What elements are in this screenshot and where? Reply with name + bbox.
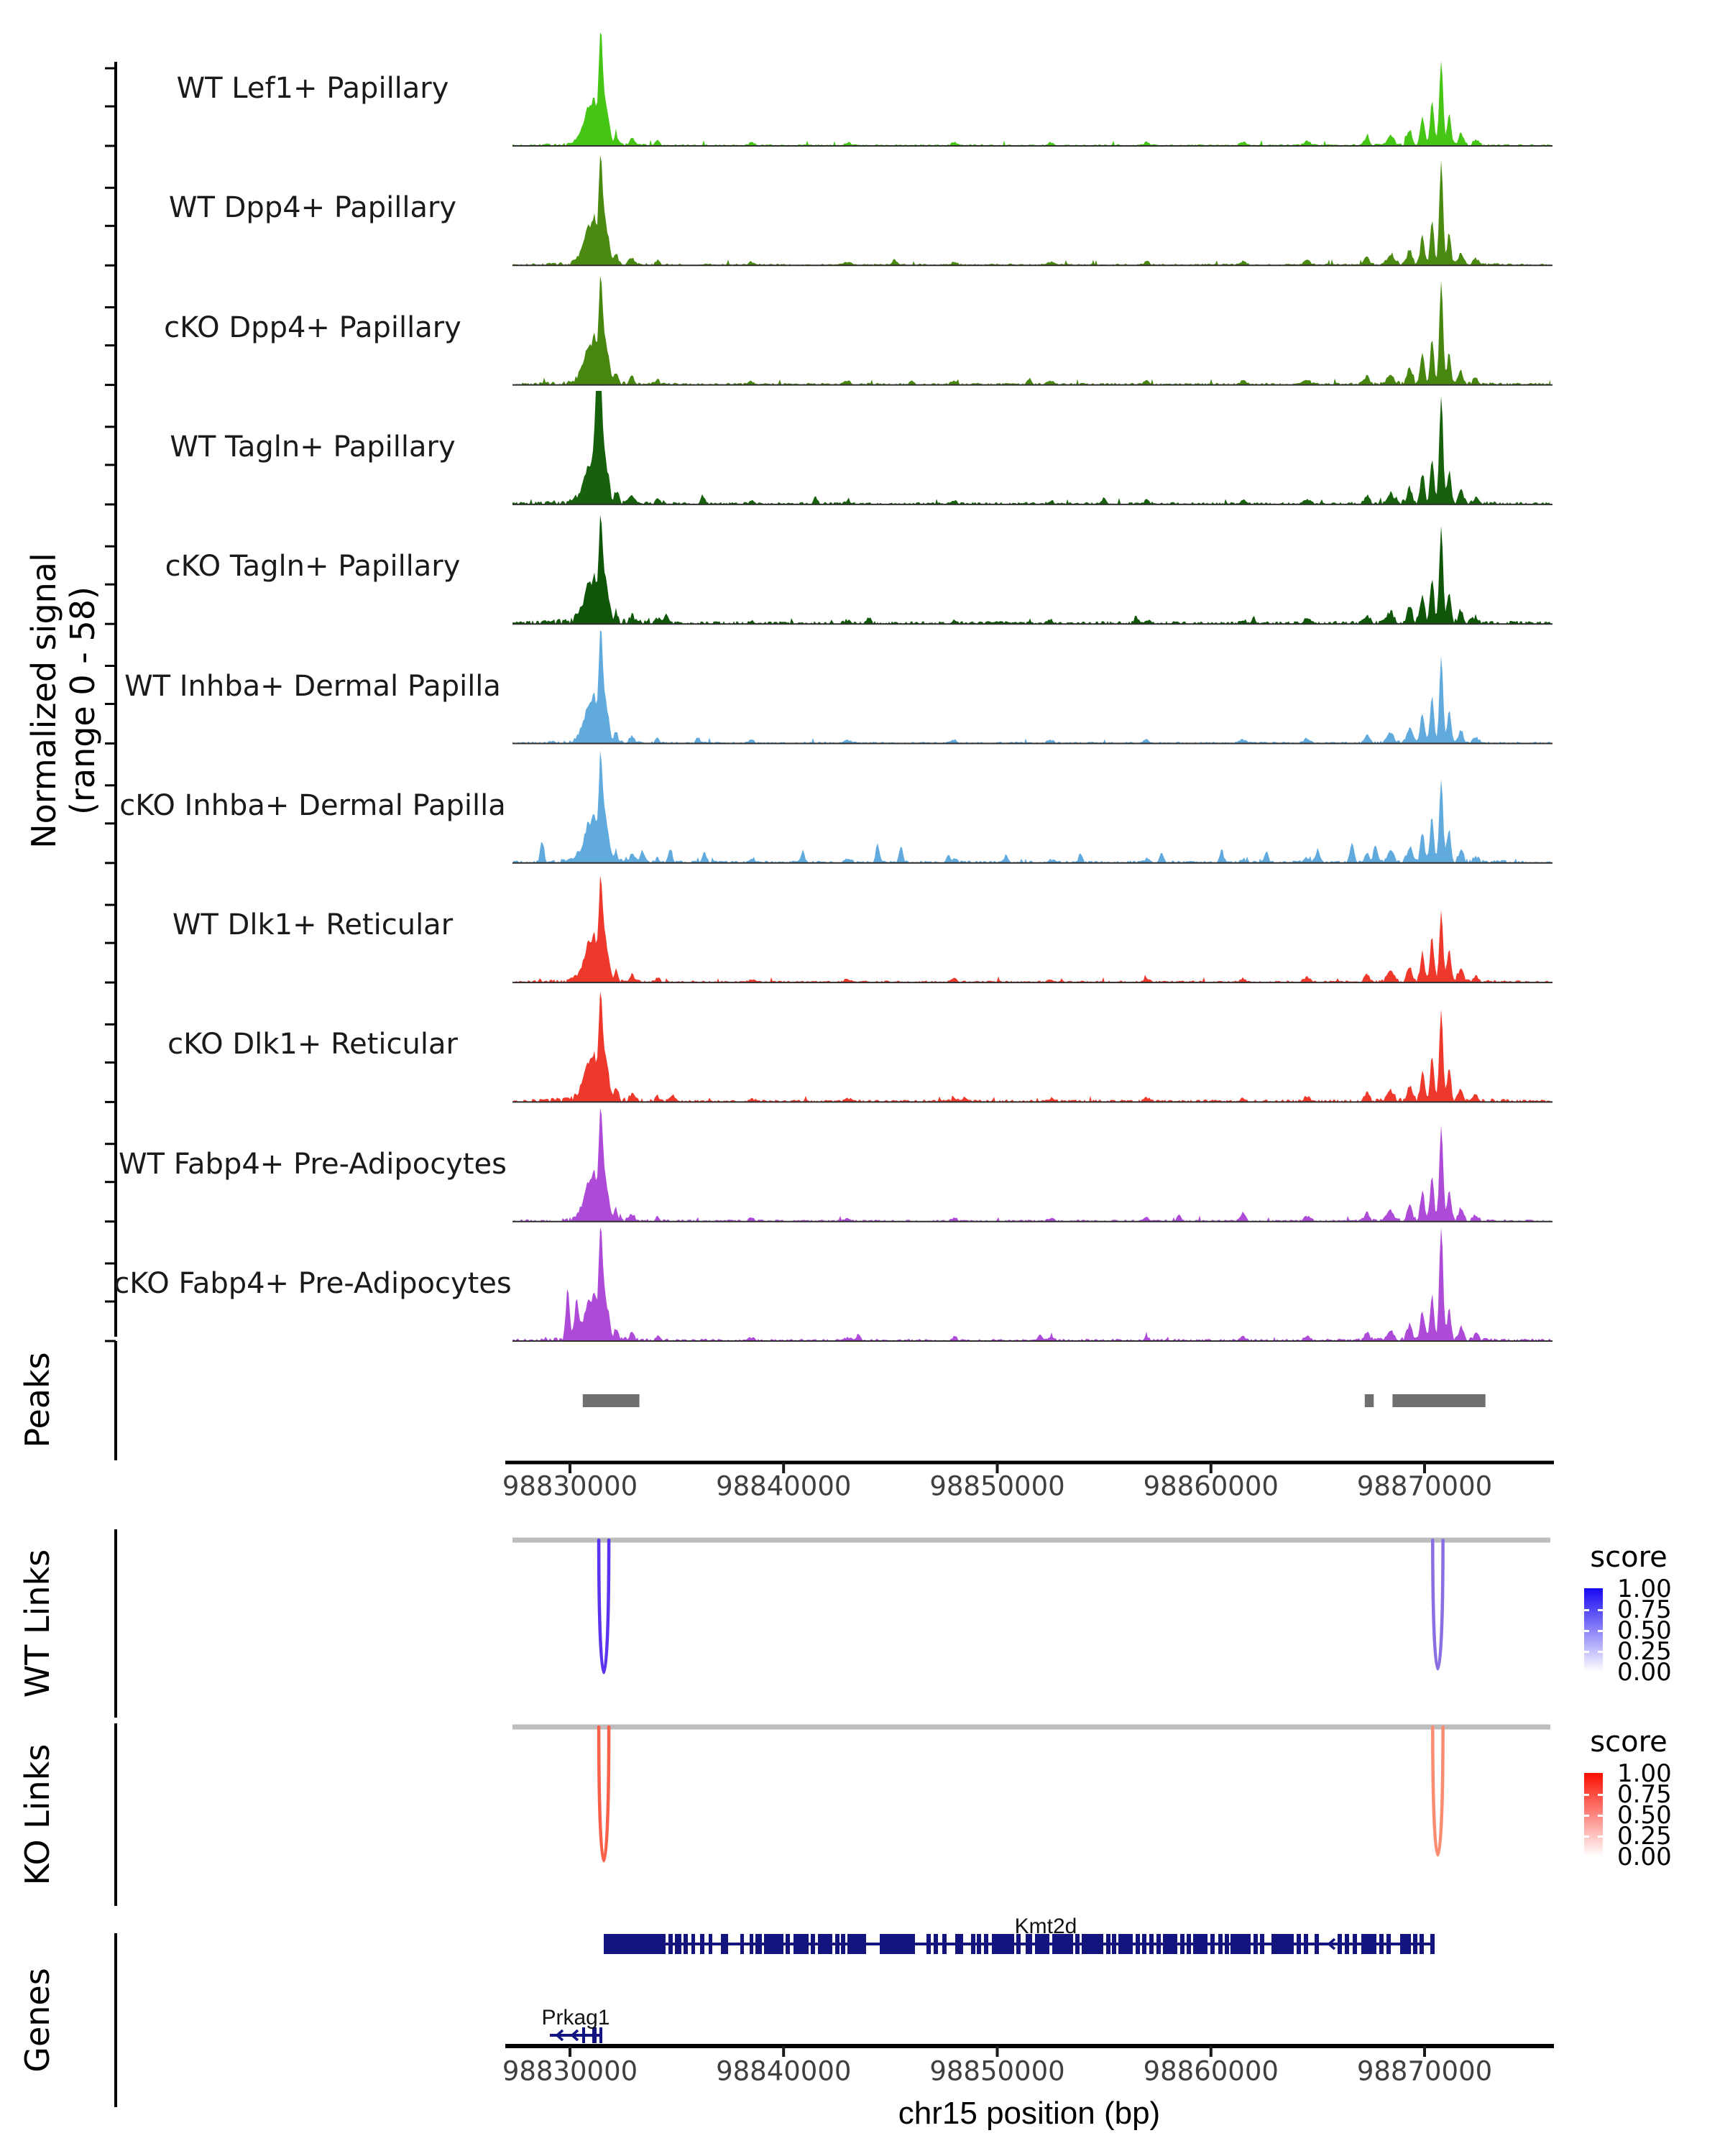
gene-exon bbox=[847, 1934, 866, 1954]
coverage-area bbox=[512, 992, 1550, 1102]
wt-legend-tick-label: 0.25 bbox=[1617, 1637, 1672, 1666]
gene-exon bbox=[740, 1934, 744, 1954]
link-arc bbox=[1432, 1540, 1443, 1669]
gene-exon bbox=[691, 1934, 695, 1954]
track-label: cKO Inhba+ Dermal Papilla bbox=[119, 788, 506, 822]
colorbar-tick bbox=[1598, 1630, 1603, 1632]
x-tick-label: 98830000 bbox=[502, 2055, 638, 2087]
gene-exon bbox=[1187, 1934, 1191, 1954]
colorbar-tick bbox=[1598, 1651, 1603, 1653]
gene-exon bbox=[992, 1934, 1014, 1954]
track-label: cKO Dpp4+ Papillary bbox=[164, 310, 461, 344]
gene-exon bbox=[1218, 1934, 1223, 1954]
coverage-area bbox=[512, 276, 1550, 385]
gene-exon bbox=[1118, 1934, 1133, 1954]
gene-exon bbox=[1142, 1934, 1146, 1954]
wt-legend-tick-label: 1.00 bbox=[1617, 1575, 1672, 1603]
gene-exon bbox=[1254, 1934, 1258, 1954]
gene-exon bbox=[668, 1934, 673, 1954]
link-arc bbox=[599, 1540, 609, 1672]
track-label: cKO Tagln+ Papillary bbox=[165, 550, 461, 584]
gene-exon bbox=[794, 1934, 809, 1954]
gene-exon bbox=[955, 1934, 963, 1954]
gene-exon bbox=[1345, 1934, 1349, 1954]
colorbar-tick bbox=[1584, 1794, 1589, 1796]
colorbar-tick bbox=[1584, 1835, 1589, 1838]
x-tick-label: 98840000 bbox=[716, 2055, 852, 2087]
coverage-tracks bbox=[512, 32, 1552, 1341]
peaks-boxes bbox=[583, 1394, 1486, 1407]
wt-links-section-label: WT Links bbox=[18, 1549, 57, 1698]
link-arc bbox=[1432, 1727, 1443, 1855]
gene-label-kmt2d: Kmt2d bbox=[1014, 1915, 1077, 1938]
gene-exon bbox=[1400, 1934, 1411, 1954]
gene-exon bbox=[818, 1934, 832, 1954]
coverage-area bbox=[512, 1227, 1550, 1341]
coverage-area bbox=[512, 391, 1550, 505]
wt-links bbox=[512, 1540, 1603, 1672]
ko-legend-tick-label: 0.50 bbox=[1617, 1801, 1672, 1830]
x-axis-title: chr15 position (bp) bbox=[898, 2096, 1161, 2131]
wt-legend-tick-label: 0.50 bbox=[1617, 1616, 1672, 1645]
gene-exon bbox=[755, 1934, 762, 1954]
gene-exon bbox=[1260, 1934, 1264, 1954]
gene-exon bbox=[675, 1934, 681, 1954]
peak-box bbox=[1365, 1394, 1374, 1407]
ko-legend-tick-label: 0.00 bbox=[1617, 1843, 1672, 1871]
coverage-area bbox=[512, 32, 1550, 146]
x-tick-label: 98860000 bbox=[1143, 2055, 1279, 2087]
gene-exon bbox=[811, 1934, 815, 1954]
genes bbox=[550, 1934, 1435, 2043]
gene-exon bbox=[700, 1934, 704, 1954]
wt-legend-tick-label: 0.00 bbox=[1617, 1658, 1672, 1687]
ko-legend-tick-label: 0.75 bbox=[1617, 1780, 1672, 1809]
ko-legend-tick-label: 0.25 bbox=[1617, 1822, 1672, 1851]
gene-exon bbox=[1338, 1934, 1342, 1954]
gene-exon bbox=[1386, 1934, 1391, 1954]
peak-box bbox=[1392, 1394, 1485, 1407]
link-arc bbox=[599, 1727, 609, 1861]
gene-exon bbox=[750, 1934, 753, 1954]
y-axis-title-line2: (range 0 - 58) bbox=[63, 586, 102, 815]
track-label: WT Lef1+ Papillary bbox=[176, 72, 449, 105]
gene-exon bbox=[1353, 1934, 1357, 1954]
gene-exon bbox=[1430, 1934, 1435, 1954]
coverage-area bbox=[512, 155, 1550, 265]
gene-exon bbox=[1163, 1934, 1177, 1954]
gene-exon bbox=[1193, 1934, 1208, 1954]
gene-exon bbox=[1379, 1934, 1384, 1954]
y-axis-title bbox=[24, 553, 102, 849]
track-label: WT Inhba+ Dermal Papilla bbox=[124, 669, 501, 703]
gene-exon bbox=[709, 1934, 712, 1954]
gene-exon bbox=[1210, 1934, 1215, 1954]
gene-exon bbox=[1106, 1934, 1110, 1954]
colorbar-tick bbox=[1598, 1794, 1603, 1796]
track-label: WT Dlk1+ Reticular bbox=[172, 908, 454, 942]
colorbar-tick bbox=[1584, 1651, 1589, 1653]
gene-exon bbox=[1315, 1934, 1319, 1954]
gene-label-prkag1: Prkag1 bbox=[541, 2006, 610, 2030]
coverage-area bbox=[512, 875, 1550, 982]
colorbar-tick bbox=[1584, 1609, 1589, 1611]
gene-exon bbox=[604, 1934, 666, 1954]
coverage-area bbox=[512, 1108, 1550, 1222]
peaks-section-label: Peaks bbox=[18, 1352, 57, 1448]
gene-exon bbox=[764, 1934, 783, 1954]
gene-exon bbox=[1361, 1934, 1376, 1954]
track-label: cKO Fabp4+ Pre-Adipocytes bbox=[114, 1267, 512, 1300]
colorbar-tick bbox=[1584, 1630, 1589, 1632]
gene-exon bbox=[1420, 1934, 1424, 1954]
track-label: WT Tagln+ Papillary bbox=[170, 430, 456, 464]
gene-exon bbox=[1136, 1934, 1140, 1954]
gene-exon bbox=[880, 1934, 915, 1954]
x-tick-label: 98850000 bbox=[929, 1470, 1065, 1502]
track-label: WT Dpp4+ Papillary bbox=[168, 191, 457, 225]
ko-links-section-label: KO Links bbox=[18, 1743, 57, 1886]
gene-exon bbox=[1271, 1934, 1294, 1954]
gene-exon bbox=[684, 1934, 688, 1954]
coverage-area bbox=[512, 750, 1550, 863]
ko-links bbox=[512, 1727, 1603, 1861]
gene-exon bbox=[1304, 1934, 1308, 1954]
x-tick-label: 98860000 bbox=[1143, 1470, 1279, 1502]
gene-exon bbox=[1297, 1934, 1301, 1954]
gene-exon bbox=[721, 1934, 728, 1954]
wt-score-legend-title: score bbox=[1590, 1541, 1668, 1574]
ko-score-legend-title: score bbox=[1590, 1726, 1668, 1759]
gene-exon bbox=[1413, 1934, 1417, 1954]
wt-legend-tick-label: 0.75 bbox=[1617, 1595, 1672, 1624]
track-label: WT Fabp4+ Pre-Adipocytes bbox=[119, 1147, 507, 1181]
genes-section-label: Genes bbox=[18, 1968, 57, 2073]
gene-exon bbox=[1082, 1934, 1103, 1954]
gene-exon bbox=[1230, 1934, 1251, 1954]
x-tick-label: 98840000 bbox=[716, 1470, 852, 1502]
gene-exon bbox=[1156, 1934, 1161, 1954]
x-tick-label: 98830000 bbox=[502, 1470, 638, 1502]
peak-box bbox=[583, 1394, 640, 1407]
ko-legend-tick-label: 1.00 bbox=[1617, 1759, 1672, 1788]
colorbar-tick bbox=[1598, 1609, 1603, 1611]
colorbar-tick bbox=[1598, 1835, 1603, 1838]
gene-exon bbox=[984, 1934, 988, 1954]
x-tick-label: 98850000 bbox=[929, 2055, 1065, 2087]
y-axis-title-line1: Normalized signal bbox=[24, 553, 63, 849]
gene-exon bbox=[977, 1934, 981, 1954]
coverage-area bbox=[512, 630, 1550, 744]
gene-exon bbox=[1180, 1934, 1184, 1954]
gene-exon bbox=[1112, 1934, 1116, 1954]
gene-exon bbox=[942, 1934, 947, 1954]
gene-exon bbox=[1149, 1934, 1154, 1954]
gene-exon bbox=[786, 1934, 790, 1954]
gene-exon bbox=[926, 1934, 931, 1954]
gene-exon bbox=[971, 1934, 975, 1954]
gene-exon bbox=[934, 1934, 938, 1954]
colorbar-tick bbox=[1598, 1815, 1603, 1817]
x-tick-label: 98870000 bbox=[1356, 2055, 1493, 2087]
colorbar-tick bbox=[1584, 1815, 1589, 1817]
gene-exon bbox=[841, 1934, 845, 1954]
coverage-axis-bracket bbox=[105, 62, 116, 1341]
gene-exon bbox=[835, 1934, 840, 1954]
track-label: cKO Dlk1+ Reticular bbox=[167, 1028, 458, 1061]
x-tick-label: 98870000 bbox=[1356, 1470, 1493, 1502]
coverage-area bbox=[512, 515, 1550, 624]
gene-exon bbox=[1225, 1934, 1229, 1954]
